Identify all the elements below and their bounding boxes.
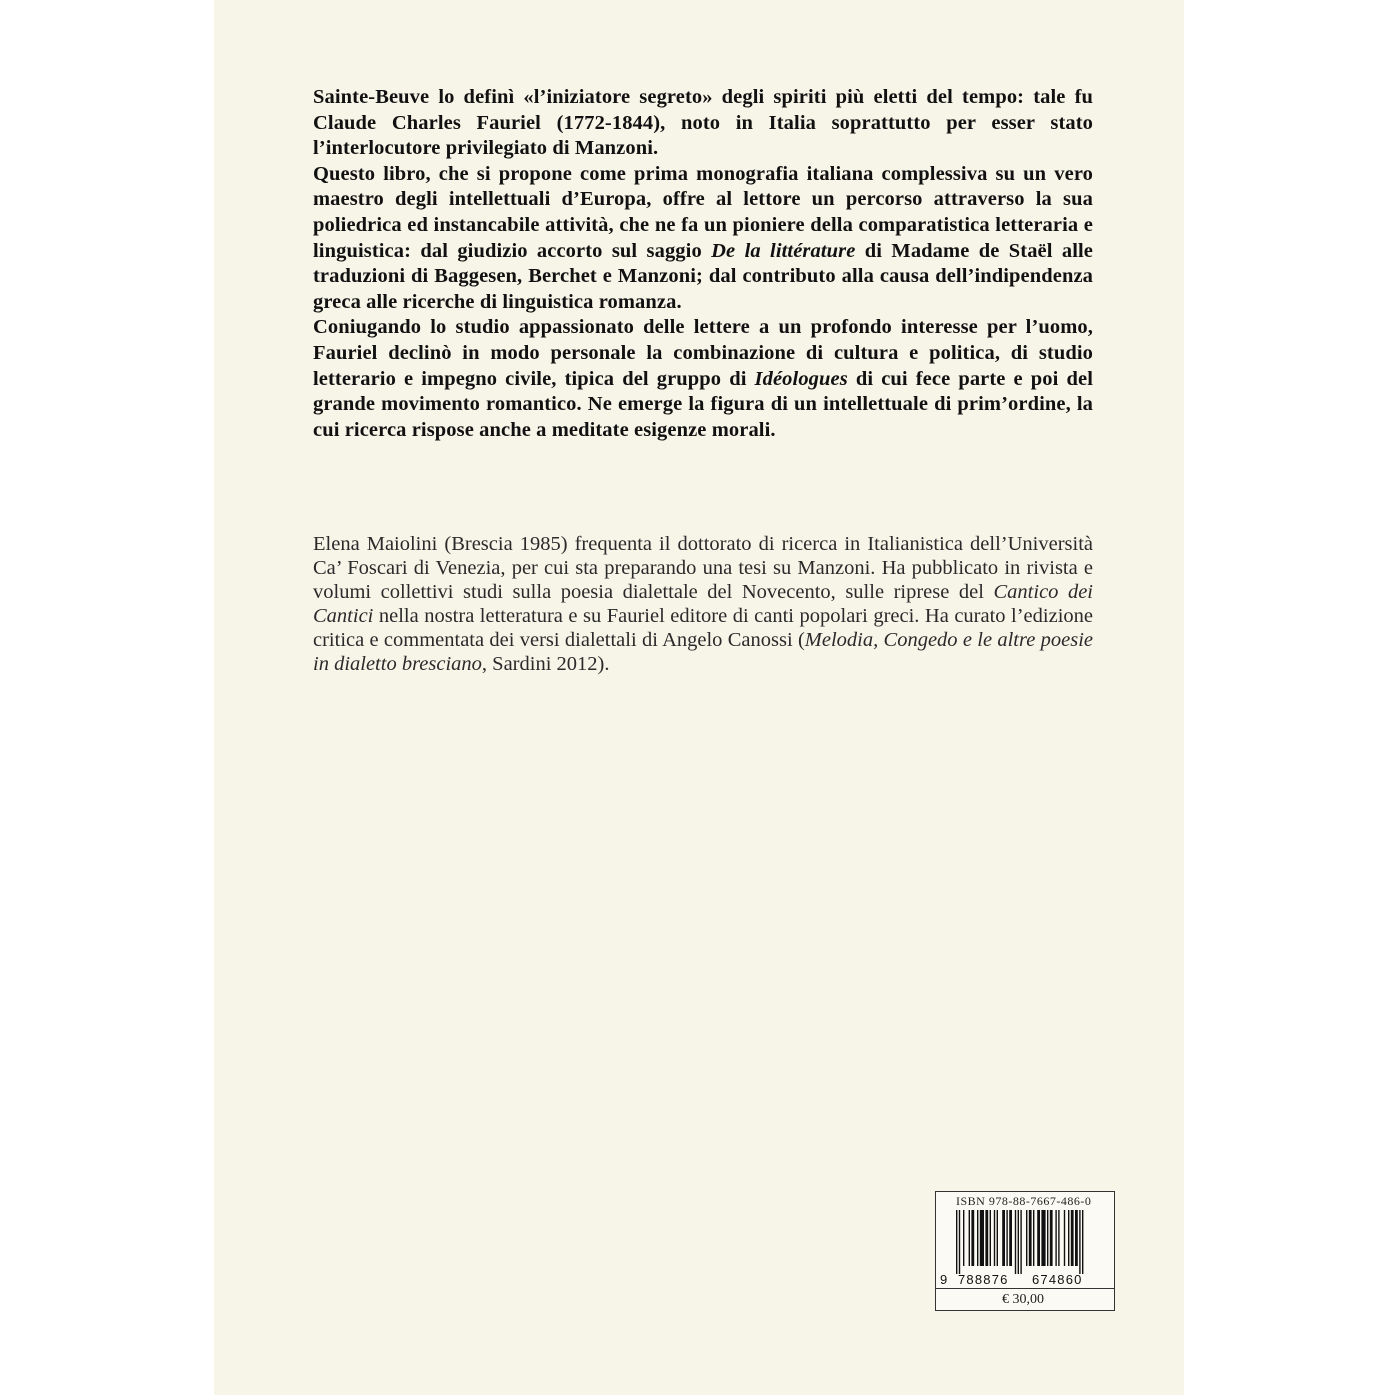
bio-part-2: nella nostra letteratura e su Fauriel editore di canti popolari greci. Ha curato l’edizione critica e commentata dei versi dialettali di Angelo Canossi ( — [313, 605, 1093, 651]
barcode-bar — [1020, 1210, 1021, 1274]
blurb-p3-term: Idéologues — [754, 367, 848, 390]
barcode-bar — [1058, 1210, 1059, 1266]
barcode-bar — [1033, 1210, 1034, 1266]
barcode-bar — [1009, 1210, 1012, 1266]
barcode-bar — [1018, 1210, 1019, 1274]
barcode-bar — [1026, 1210, 1027, 1266]
barcode-bar — [963, 1210, 964, 1266]
barcode-bar — [1068, 1210, 1069, 1266]
blurb-paragraph-1 — [313, 85, 1093, 162]
barcode-digit-first: 9 — [940, 1272, 948, 1287]
bio-part-3: , Sardini 2012). — [481, 653, 610, 675]
barcode-bar — [969, 1210, 970, 1266]
barcode-icon — [936, 1208, 1114, 1288]
barcode-bar — [1075, 1210, 1078, 1266]
barcode-bar — [1071, 1210, 1074, 1266]
barcode-bar — [1029, 1210, 1032, 1266]
barcode-bar — [956, 1210, 957, 1274]
price-label: € 30,00 — [1002, 1292, 1044, 1307]
bio-title-1: Cantico dei Cantici — [313, 581, 1093, 627]
barcode-bar — [1050, 1210, 1053, 1266]
blurb-p3-before: Coniugando lo studio appassionato delle lettere a un profondo interesse per l’uomo, Fauriel declinò in modo personale la combinazione di cultura e politica, di studio letterario e impegno civile, tipica del gruppo di — [313, 316, 1093, 390]
barcode-bar — [1079, 1210, 1080, 1274]
barcode-digits-left: 788876 — [958, 1272, 1009, 1287]
barcode-bar — [1037, 1210, 1040, 1266]
price-row — [936, 1288, 1114, 1312]
isbn-barcode-box — [935, 1191, 1115, 1311]
barcode-bar — [980, 1210, 984, 1266]
blurb-p2-after: di Madame de Staël alle traduzioni di Baggesen, Berchet e Manzoni; dal contributo alla causa dell’indipendenza greca alle ricerche di linguistica romanza. — [313, 239, 1094, 313]
blurb-paragraph-3 — [313, 315, 1093, 443]
bio-part-1: Elena Maiolini (Brescia 1985) frequenta il dottorato di ricerca in Italianistica dell’Università Ca’ Foscari di Venezia, per cui sta preparando una tesi su Manzoni. Ha pubblicato in rivista e volumi collettivi studi sulla poesia dialettale del Novecento, sulle riprese del — [313, 533, 1093, 603]
author-bio-paragraph — [313, 532, 1093, 676]
barcode-bar — [1015, 1210, 1016, 1274]
blurb-p1-text: Sainte-Beuve lo definì «l’iniziatore segreto» degli spiriti più eletti del tempo: tale fu Claude Charles Fauriel (1772-1844), noto in Italia soprattutto per esser stato l’interlocutore privilegiato di Manzoni. — [313, 86, 1093, 160]
barcode-bar — [1041, 1210, 1045, 1266]
barcode-digits-right: 674860 — [1032, 1272, 1083, 1287]
barcode-bar — [994, 1210, 995, 1266]
barcode-bar — [959, 1210, 960, 1274]
barcode-bar — [977, 1210, 978, 1266]
barcode-bar — [1047, 1210, 1048, 1266]
barcode-bar — [1002, 1210, 1005, 1266]
blurb-p2-before: Questo libro, che si propone come prima monografia italiana complessiva su un vero maestro degli intellettuali d’Europa, offre al lettore un percorso attraverso la sua poliedrica ed instancabile attività, che ne fa un pioniere della comparatistica letteraria e linguistica: dal giudizio accorto sul saggio — [313, 162, 1093, 262]
author-bio — [313, 532, 1093, 676]
bio-title-2: Melodia, Congedo e le altre poesie in dialetto bresciano — [313, 629, 1094, 675]
blurb-p3-after: di cui fece parte e poi del grande movimento romantico. Ne emerge la figura di un intellettuale di prim’ordine, la cui ricerca rispose anche a meditate esigenze morali. — [313, 367, 1093, 441]
barcode-bar — [1064, 1210, 1065, 1266]
barcode-bar — [1055, 1210, 1056, 1266]
barcode-bar — [997, 1210, 998, 1266]
blurb-paragraph-2 — [313, 162, 1093, 316]
barcode-bar — [990, 1210, 991, 1266]
blurb-text — [313, 85, 1093, 443]
barcode-bar — [1082, 1210, 1083, 1274]
barcode-bar — [1006, 1210, 1007, 1266]
barcode-bar — [985, 1210, 988, 1266]
blurb-p2-title: De la littérature — [711, 239, 856, 262]
barcode-bar — [971, 1210, 974, 1266]
isbn-label: ISBN 978-88-7667-486-0 — [956, 1194, 1092, 1208]
